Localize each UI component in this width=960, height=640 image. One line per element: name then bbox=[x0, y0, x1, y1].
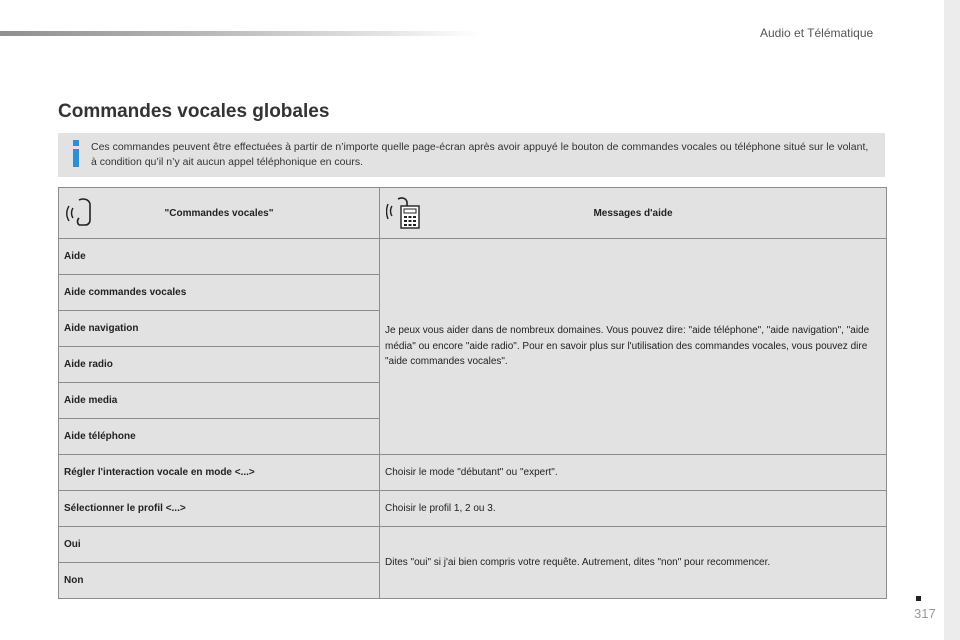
voice-command-icon bbox=[65, 196, 101, 230]
message-cell-mode: Choisir le mode "débutant" ou "expert". bbox=[380, 455, 887, 491]
message-cell-yesno: Dites "oui" si j'ai bien compris votre requête. Autrement, dites "non" pour recommencer. bbox=[380, 527, 887, 599]
col-header-commands-label: "Commandes vocales" bbox=[164, 207, 274, 219]
command-cell: Aide radio bbox=[59, 347, 380, 383]
message-cell-help: Je peux vous aider dans de nombreux domaines. Vous pouvez dire: "aide téléphone", "aide navigation", "aide média" ou encore "aide radio". Pour en savoir plus sur l'utilisation des commandes vocales, vous pouvez dire "aide commandes vocales". bbox=[380, 239, 887, 455]
command-cell: Aide media bbox=[59, 383, 380, 419]
section-header: Audio et Télématique bbox=[760, 26, 874, 40]
header-decor-bar bbox=[0, 31, 480, 36]
table-row bbox=[59, 527, 887, 563]
table-row bbox=[59, 239, 887, 275]
command-cell: Sélectionner le profil <...> bbox=[59, 491, 380, 527]
page-marker bbox=[916, 596, 921, 601]
page-title: Commandes vocales globales bbox=[58, 101, 330, 122]
info-text: Ces commandes peuvent être effectuées à partir de n’importe quelle page-écran après avoir appuyé le bouton de commandes vocales ou téléphone situé sur le volant, à condition qu’il n’y ait aucun appel téléphonique en cours. bbox=[91, 141, 869, 168]
command-cell: Aide bbox=[59, 239, 380, 275]
info-icon bbox=[70, 140, 81, 170]
message-cell-profile: Choisir le profil 1, 2 ou 3. bbox=[380, 491, 887, 527]
info-box bbox=[58, 133, 885, 177]
col-header-messages bbox=[380, 188, 887, 239]
command-cell: Oui bbox=[59, 527, 380, 563]
col-header-commands bbox=[59, 188, 380, 239]
table-row bbox=[59, 455, 887, 491]
help-message-icon bbox=[386, 196, 422, 230]
command-cell: Aide navigation bbox=[59, 311, 380, 347]
table-header-row bbox=[59, 188, 887, 239]
col-header-messages-label: Messages d'aide bbox=[593, 207, 673, 219]
voice-commands-table bbox=[58, 187, 887, 599]
command-cell: Non bbox=[59, 563, 380, 599]
page-edge-strip bbox=[944, 0, 960, 640]
table-row bbox=[59, 491, 887, 527]
command-cell: Aide téléphone bbox=[59, 419, 380, 455]
page-number: 317 bbox=[914, 606, 936, 621]
command-cell: Aide commandes vocales bbox=[59, 275, 380, 311]
command-cell: Régler l'interaction vocale en mode <...> bbox=[59, 455, 380, 491]
